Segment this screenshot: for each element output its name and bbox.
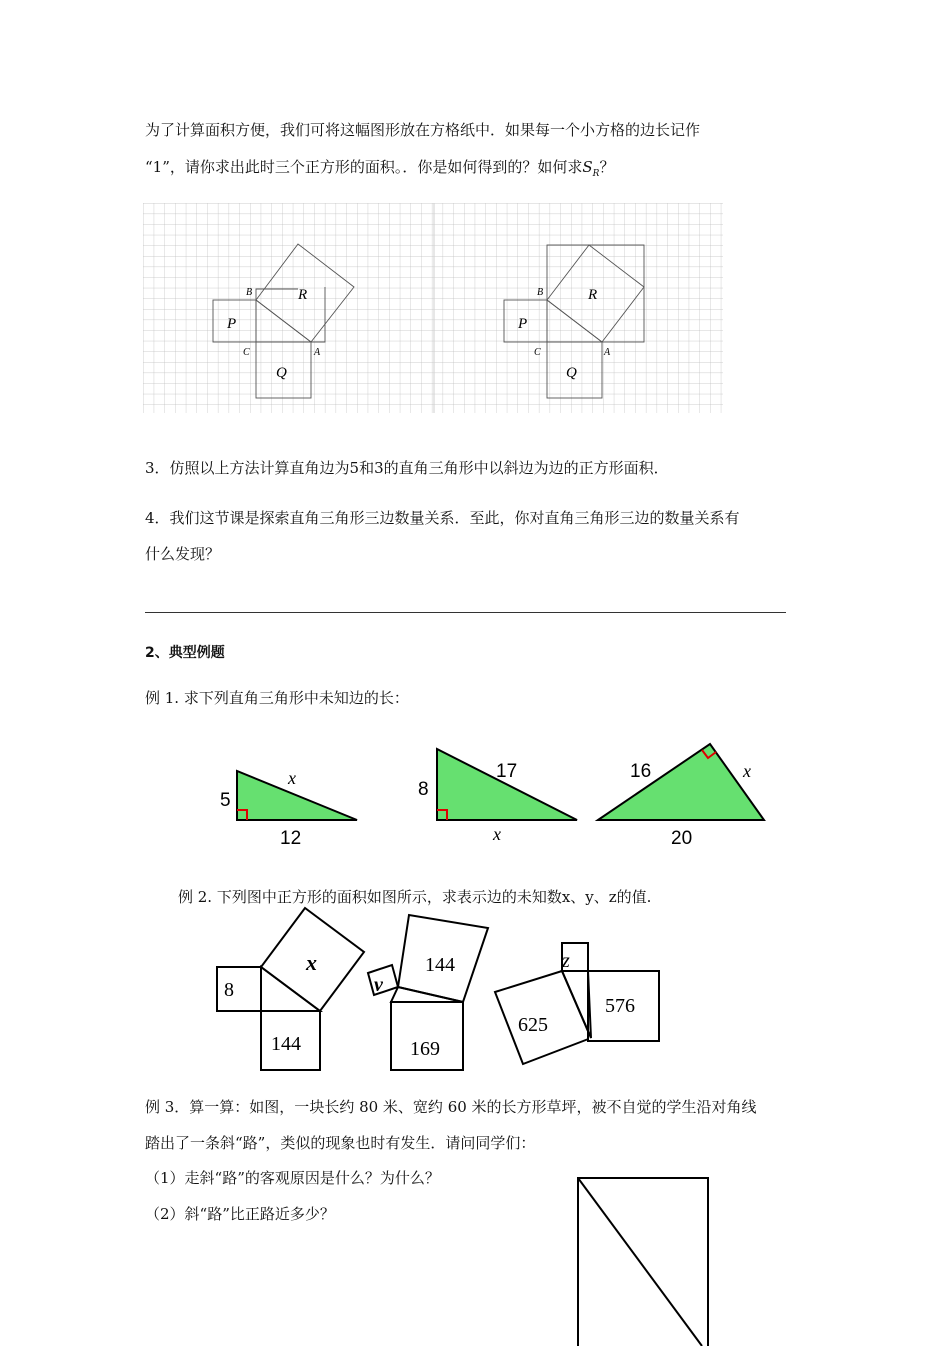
figure-2-square-small [368, 965, 398, 995]
figure-3-small-label: z [562, 950, 570, 972]
figure-1-small-label: 8 [224, 979, 234, 1001]
label-q-right: Q [566, 365, 577, 381]
sr-subscript: R [592, 169, 600, 179]
example-2-prompt: 例 2. 下列图中正方形的面积如图所示，求表示边的未知数x、y、z的值. [178, 888, 652, 906]
figure-3-right-label: 576 [605, 995, 635, 1017]
triangle-2-shape [437, 749, 577, 820]
triangle-1-leg: 5 [220, 790, 231, 811]
example-1-prompt: 例 1. 求下列直角三角形中未知边的长： [145, 689, 409, 707]
triangle-1-hypotenuse: x [288, 768, 296, 788]
triangle-3-unknown: x [743, 761, 751, 781]
grid-figures [143, 203, 723, 415]
triangle-2-leg: 8 [418, 779, 429, 800]
figure-2-small-label: v [374, 974, 383, 996]
label-p-left: P [227, 316, 237, 332]
sr-symbol: S [582, 158, 593, 176]
example-3-question-2: （2）斜“路”比正路近多少？ [145, 1205, 335, 1223]
figure-2-bottom-label: 169 [410, 1038, 440, 1060]
label-q-left: Q [276, 365, 287, 381]
example-1-triangles [210, 735, 830, 855]
triangle-3-shape [598, 744, 764, 820]
triangle-2-base: x [493, 824, 501, 844]
figure-3-left-label: 625 [518, 1014, 548, 1036]
triangle-2-hypotenuse: 17 [496, 761, 518, 782]
question-4-line-1: 4．我们这节课是探索直角三角形三边数量关系．至此，你对直角三角形三边的数量关系有 [145, 509, 740, 527]
triangle-1-shape [237, 771, 357, 820]
triangle-1-base: 12 [280, 828, 302, 849]
grid-paper [143, 203, 723, 413]
question-4-line-2: 什么发现？ [145, 545, 221, 563]
label-r-left: R [298, 287, 308, 303]
figure-1-bottom-label: 144 [271, 1033, 301, 1055]
example-3-line-2: 踏出了一条斜“路”，类似的现象也时有发生．请问同学们： [145, 1134, 536, 1152]
section-heading: 2、典型例题 [145, 645, 225, 661]
triangle-3-side: 16 [630, 761, 652, 782]
label-a-right: A [604, 347, 611, 358]
question-3: 3．仿照以上方法计算直角边为5和3的直角三角形中以斜边为边的正方形面积． [145, 459, 669, 477]
example-3-question-1: （1）走斜“路”的客观原因是什么？为什么？ [145, 1169, 440, 1187]
triangle-3-base: 20 [671, 828, 693, 849]
figure-1-large-label: x [306, 950, 317, 975]
lawn-diagonal-path [578, 1178, 702, 1346]
intro-line-1: 为了计算面积方便，我们可将这幅图形放在方格纸中．如果每一个小方格的边长记作 [145, 121, 701, 139]
example-2-figures [210, 910, 670, 1070]
intro-line-2: “1”，请你求出此时三个正方形的面积。．你是如何得到的？如何求$S_R$？ [145, 158, 615, 179]
label-r-right: R [588, 287, 598, 303]
label-p-right: P [518, 316, 528, 332]
lawn-rectangle-figure [576, 1176, 711, 1346]
label-b-left: B [246, 287, 253, 298]
example-3-line-1: 例 3．算一算：如图，一块长约 80 米、宽约 60 米的长方形草坪，被不自觉的学生沿对角线 [145, 1098, 757, 1116]
triangle-3 [598, 744, 764, 849]
label-a-left: A [314, 347, 321, 358]
label-b-right: B [537, 287, 544, 298]
label-c-right: C [534, 347, 541, 358]
label-c-left: C [243, 347, 250, 358]
triangle-1 [220, 768, 357, 849]
section-divider [145, 612, 786, 613]
figure-2-top-label: 144 [425, 954, 455, 976]
triangle-2 [418, 749, 577, 844]
